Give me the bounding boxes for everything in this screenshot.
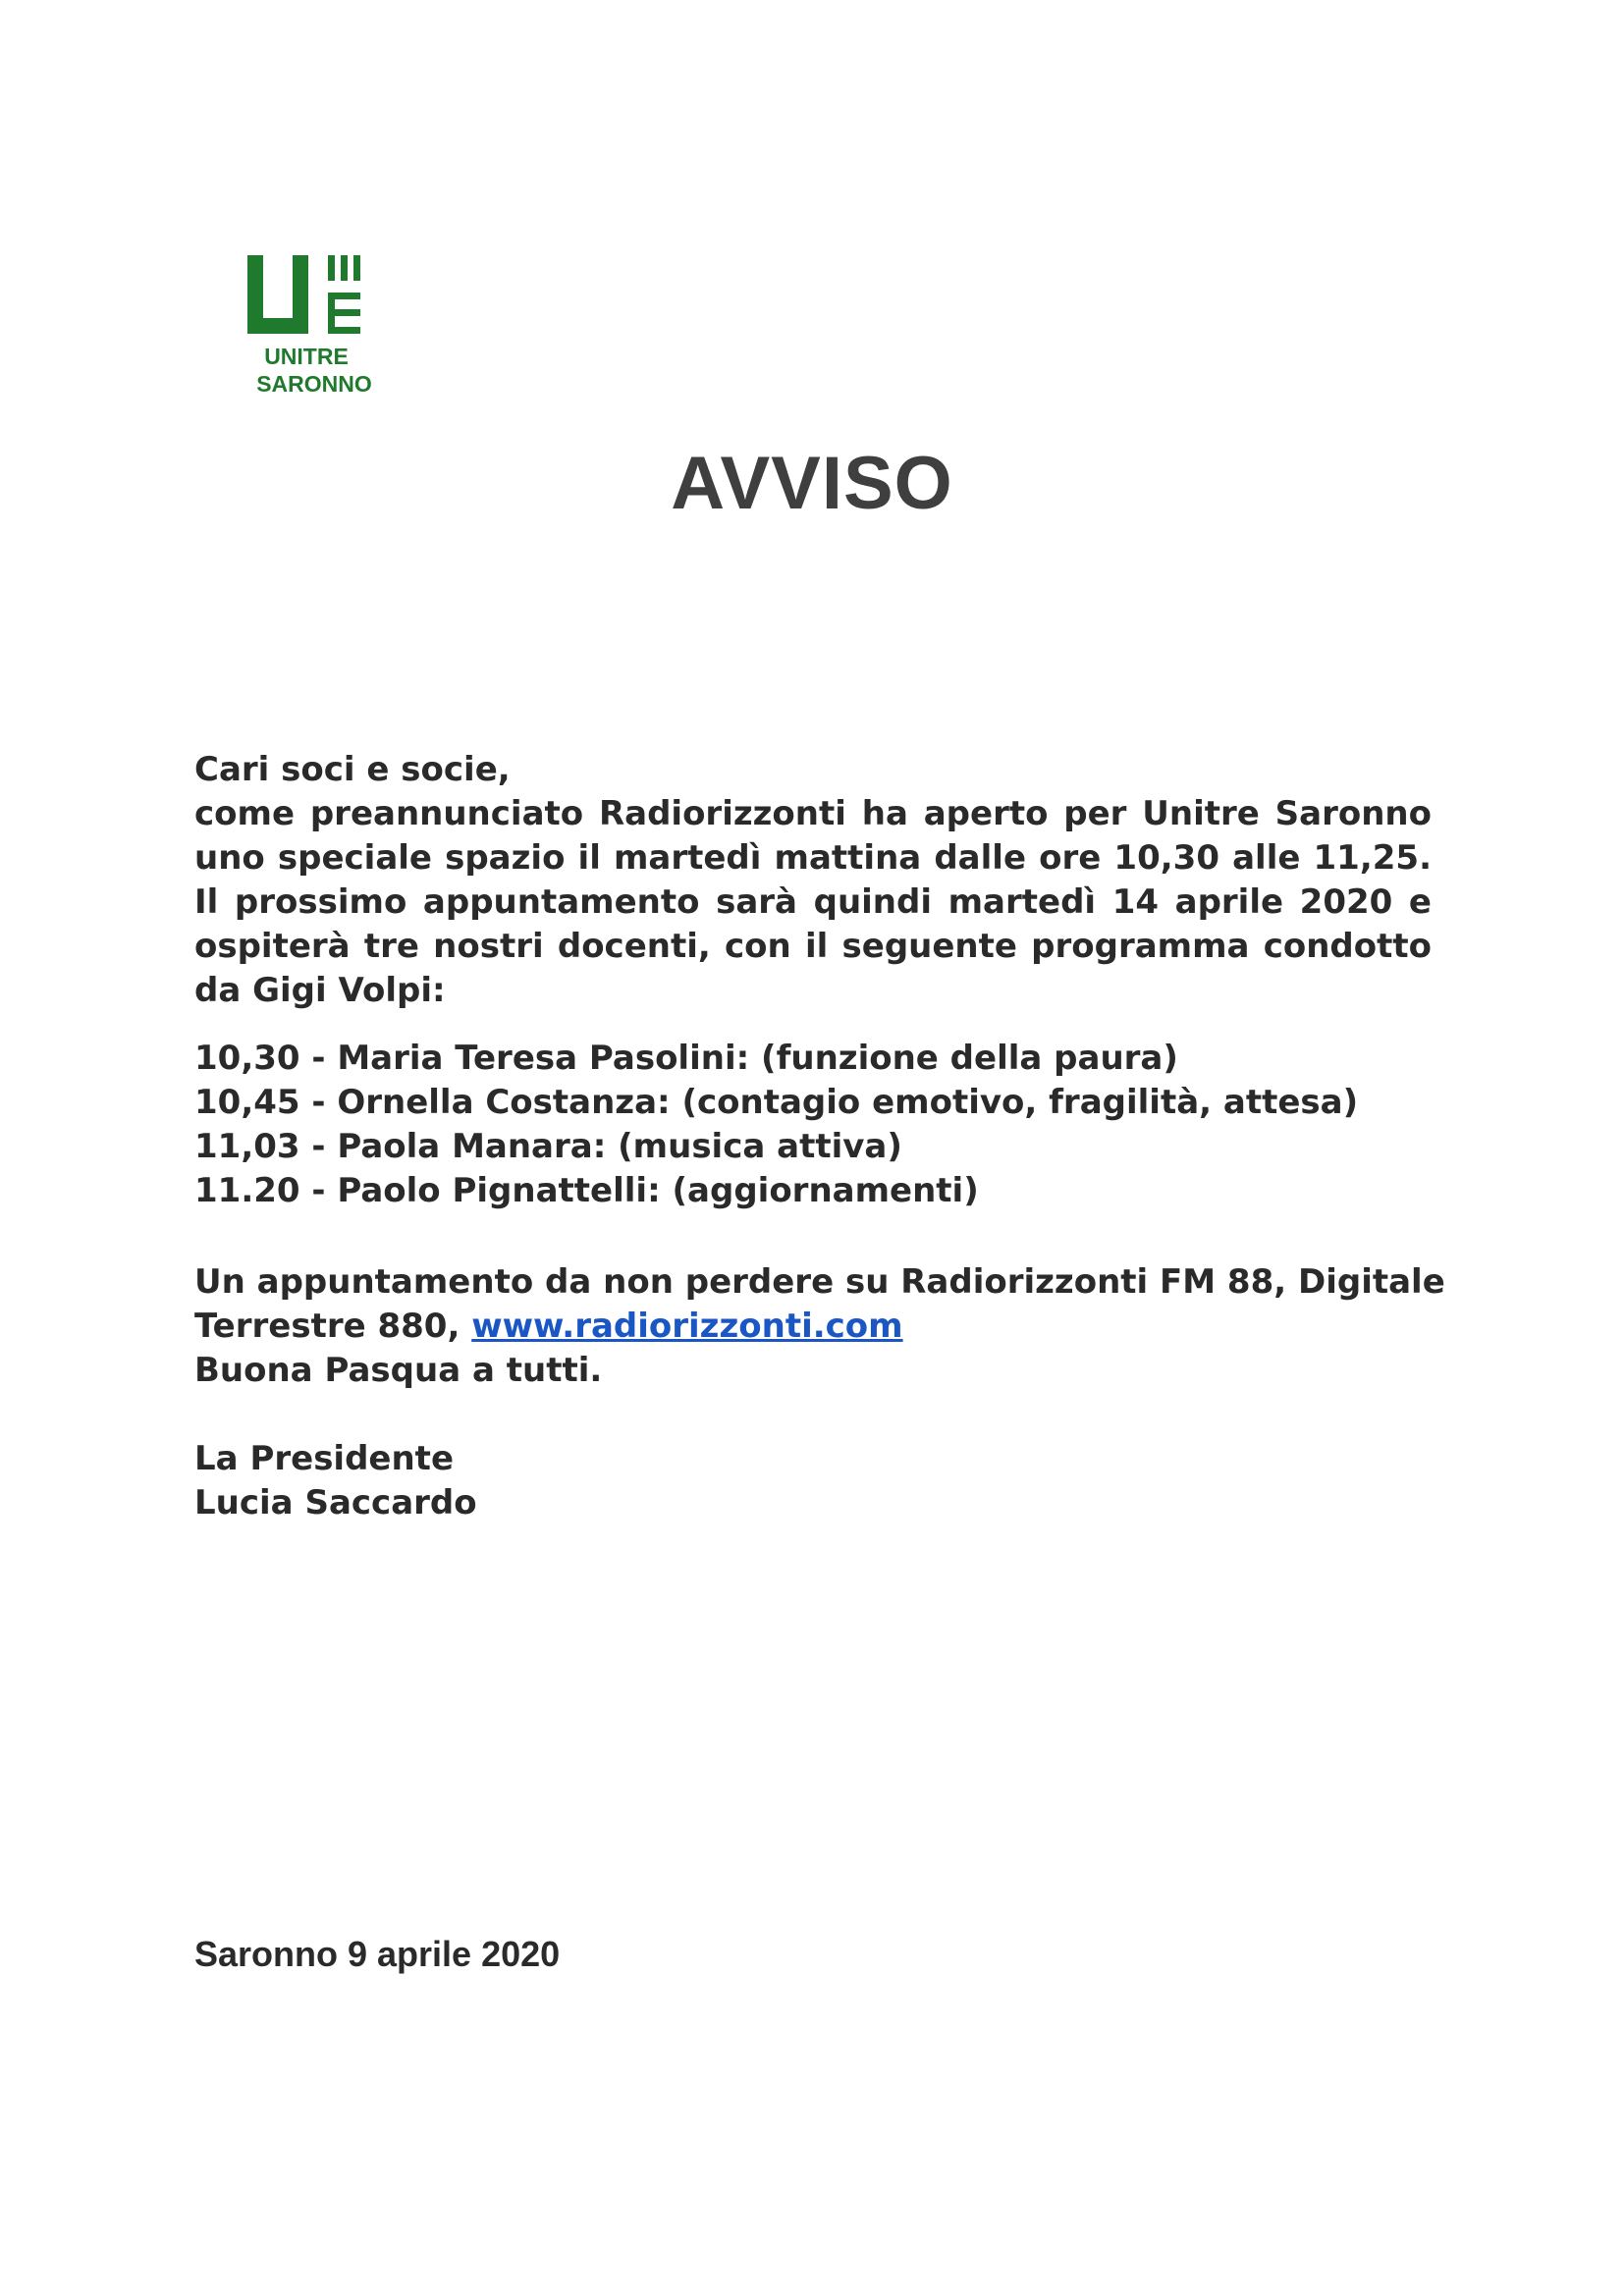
schedule-item: 10,45 - Ornella Costanza: (contagio emotivo, fragilità, attesa) xyxy=(194,1083,1359,1122)
greeting: Cari soci e socie, xyxy=(194,750,511,789)
document-date: Saronno 9 aprile 2020 xyxy=(194,1934,561,1974)
signature-name: Lucia Saccardo xyxy=(194,1483,477,1522)
page-title: AVVISO xyxy=(671,442,953,525)
closing-line-1: Un appuntamento da non perdere su Radiorizzonti FM 88, Digitale xyxy=(194,1262,1445,1302)
closing-paragraph xyxy=(194,1260,1445,1393)
signature-block xyxy=(194,1437,1432,1525)
schedule-item: 11,03 - Paola Manara: (musica attiva) xyxy=(194,1127,902,1166)
logo-text-unitre: UNITRE xyxy=(264,344,349,369)
unitre-logo-mark xyxy=(245,253,383,396)
closing-line-3: Buona Pasqua a tutti. xyxy=(194,1351,603,1390)
closing-line-2-prefix: Terrestre 880, xyxy=(194,1307,472,1346)
logo-text-saronno: SARONNO xyxy=(256,371,372,396)
signature-role: La Presidente xyxy=(194,1439,454,1478)
unitre-logo xyxy=(245,253,383,396)
schedule-list xyxy=(194,1037,1432,1213)
closing-line-2 xyxy=(194,1305,1432,1349)
schedule-item: 10,30 - Maria Teresa Pasolini: (funzione della paura) xyxy=(194,1039,1178,1078)
schedule-item: 11.20 - Paolo Pignattelli: (aggiornamenti) xyxy=(194,1171,979,1210)
intro-paragraph: come preannunciato Radiorizzonti ha aperto per Unitre Saronno uno speciale spazio il martedì mattina dalle ore 10,30 alle 11,25. Il prossimo appuntamento sarà quindi martedì 14 aprile 2020 e ospiterà tre nostri docenti, con il seguente programma condotto da Gigi Volpi: xyxy=(194,794,1432,1010)
radiorizzonti-link[interactable]: www.radiorizzonti.com xyxy=(471,1307,903,1346)
